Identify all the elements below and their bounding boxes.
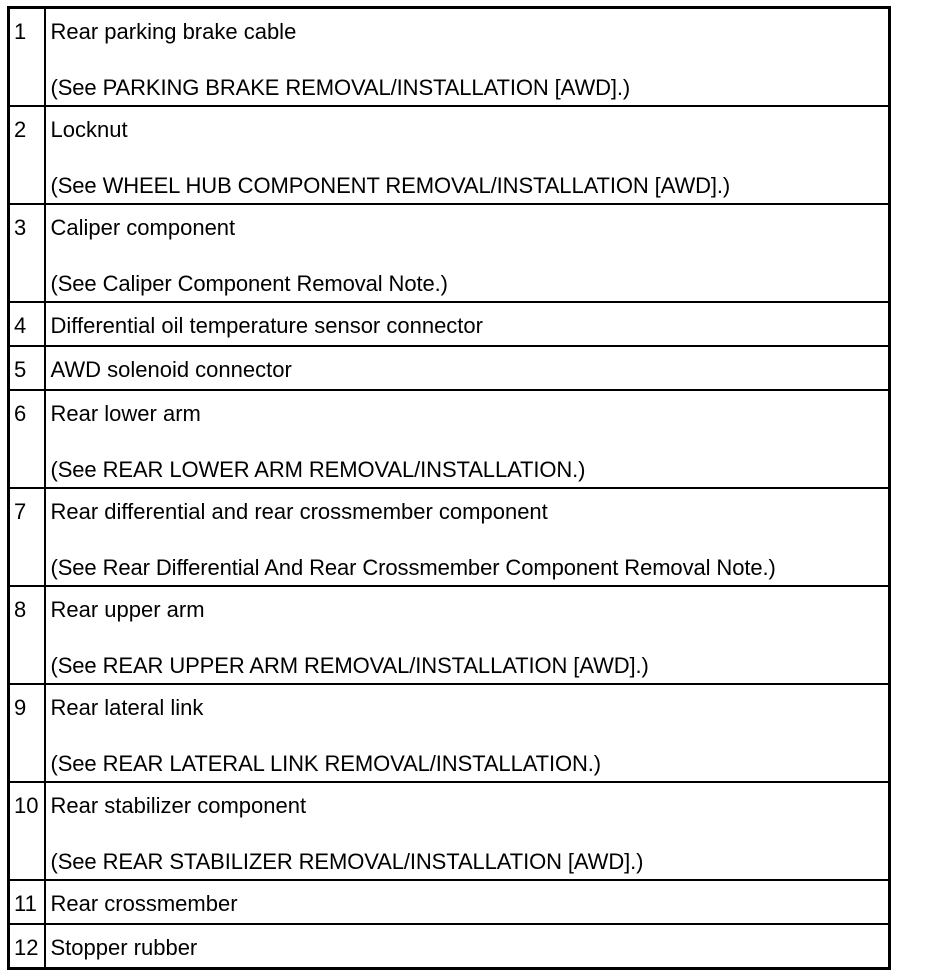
table-row	[9, 684, 890, 782]
item-name: AWD solenoid connector	[50, 357, 292, 382]
item-number: 2	[9, 106, 45, 204]
item-number: 9	[9, 684, 45, 782]
item-reference: (See REAR LATERAL LINK REMOVAL/INSTALLATION.)	[50, 751, 602, 776]
item-description	[45, 390, 890, 488]
item-description	[45, 204, 890, 302]
table-row	[9, 782, 890, 880]
item-description	[45, 346, 890, 390]
item-number: 12	[9, 924, 45, 969]
table-row	[9, 302, 890, 346]
item-number: 7	[9, 488, 45, 586]
item-number: 1	[9, 8, 45, 107]
item-description	[45, 106, 890, 204]
item-name: Rear lower arm	[50, 401, 201, 426]
item-reference: (See PARKING BRAKE REMOVAL/INSTALLATION [AWD].)	[50, 75, 631, 100]
item-number: 3	[9, 204, 45, 302]
item-number: 6	[9, 390, 45, 488]
item-number: 10	[9, 782, 45, 880]
table-row	[9, 204, 890, 302]
item-reference: (See REAR STABILIZER REMOVAL/INSTALLATION [AWD].)	[50, 849, 644, 874]
item-reference: (See Rear Differential And Rear Crossmember Component Removal Note.)	[50, 555, 776, 580]
item-number: 5	[9, 346, 45, 390]
table-row	[9, 586, 890, 684]
item-name: Rear upper arm	[50, 597, 205, 622]
item-name: Rear stabilizer component	[50, 793, 307, 818]
item-description	[45, 488, 890, 586]
item-name: Rear lateral link	[50, 695, 204, 720]
item-description	[45, 880, 890, 924]
table-row	[9, 390, 890, 488]
item-description	[45, 302, 890, 346]
item-name: Stopper rubber	[50, 935, 198, 960]
item-name: Rear parking brake cable	[50, 19, 297, 44]
item-description	[45, 586, 890, 684]
parts-table	[7, 6, 891, 970]
table-row	[9, 880, 890, 924]
item-number: 4	[9, 302, 45, 346]
item-name: Rear differential and rear crossmember component	[50, 499, 548, 524]
item-number: 11	[9, 880, 45, 924]
table-row	[9, 346, 890, 390]
item-name: Differential oil temperature sensor connector	[50, 313, 483, 338]
item-reference: (See REAR UPPER ARM REMOVAL/INSTALLATION [AWD].)	[50, 653, 649, 678]
item-description	[45, 782, 890, 880]
item-reference: (See WHEEL HUB COMPONENT REMOVAL/INSTALLATION [AWD].)	[50, 173, 731, 198]
table-row	[9, 488, 890, 586]
item-reference: (See Caliper Component Removal Note.)	[50, 271, 448, 296]
item-number: 8	[9, 586, 45, 684]
item-name: Rear crossmember	[50, 891, 238, 916]
item-name: Caliper component	[50, 215, 236, 240]
item-reference: (See REAR LOWER ARM REMOVAL/INSTALLATION.)	[50, 457, 586, 482]
table-row	[9, 8, 890, 107]
item-description	[45, 684, 890, 782]
item-description	[45, 8, 890, 107]
table-row	[9, 106, 890, 204]
item-name: Locknut	[50, 117, 128, 142]
